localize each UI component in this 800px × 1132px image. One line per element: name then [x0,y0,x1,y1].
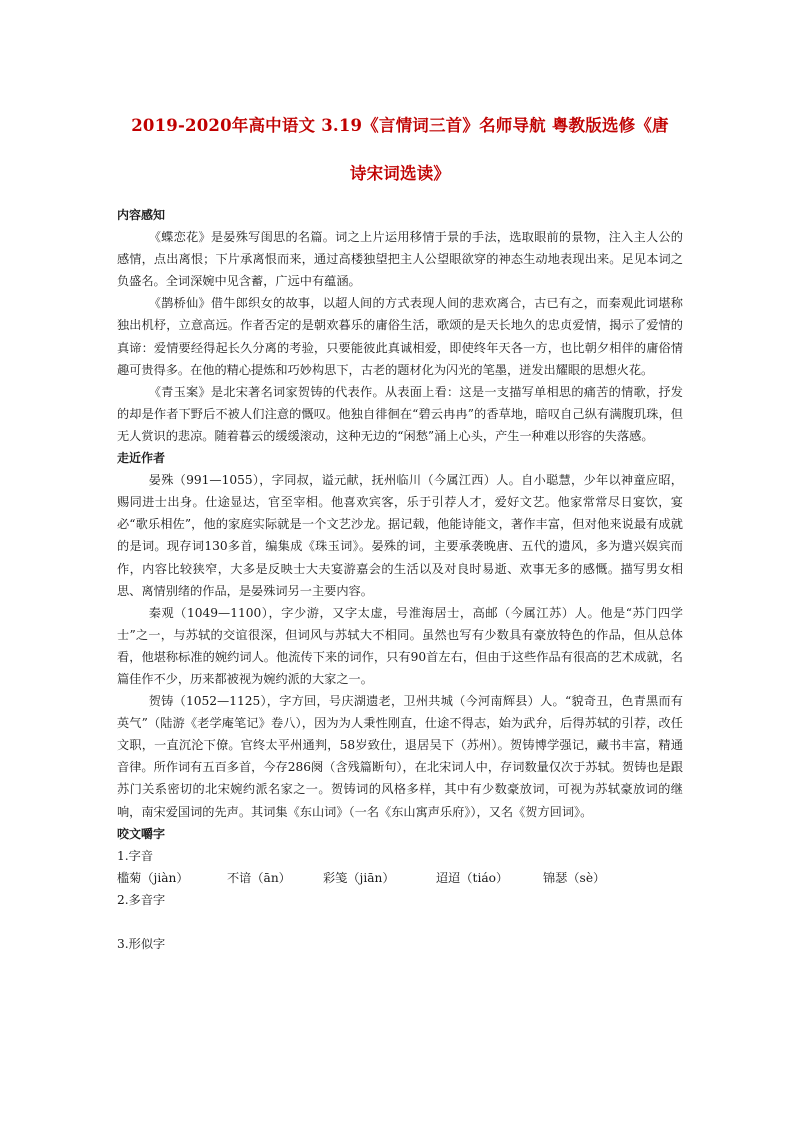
document-body [117,204,683,955]
list-item-polyphone: 2.多音字 [117,892,166,907]
pronunciation-row [117,867,683,889]
pronunciation-entry: 锦瑟（sè） [543,870,606,885]
paragraph: 《蝶恋花》是晏殊写闺思的名篇。词之上片运用移情于景的手法，选取眼前的景物，注入主人公的感情，点出离恨；下片承离恨而来，通过高楼独望把主人公望眼欲穿的神态生动地表现出来。足见本词之负盛名。全词深婉中见含蓄，广远中有蕴涵。 [117,230,683,289]
pronunciation-entry: 迢迢（tiáo） [436,870,509,885]
paragraph: 《鹊桥仙》借牛郎织女的故事，以超人间的方式表现人间的悲欢离合，古已有之，而秦观此词堪称独出机杼，立意高远。作者否定的是朝欢暮乐的庸俗生活，歌颂的是天长地久的忠贞爱情，揭示了爱情的真谛：爱情要经得起长久分离的考验，只要能彼此真诚相爱，即使终年天各一方，也比朝夕相伴的庸俗情趣可贵得多。在他的精心提炼和巧妙构思下，古老的题材化为闪光的笔墨，迸发出耀眼的思想火花。 [117,296,683,377]
pronunciation-entry: 彩笺（jiān） [323,870,395,885]
list-item-pronunciation: 1.字音 [117,848,154,863]
paragraph: 晏殊（991—1055），字同叔，谥元献，抚州临川（今属江西）人。自小聪慧，少年以神童应昭，赐同进士出身。仕途显达，官至宰相。他喜欢宾客，乐于引荐人才，爱好文艺。他家常常尽日宴饮，宴必“歌乐相佐”，他的家庭实际就是一个文艺沙龙。据记载，他能诗能文，著作丰富，但对他来说最有成就的是词。现存词130多首，编集成《珠玉词》。晏殊的词，主要承袭晚唐、五代的遗风，多为遣兴娱宾而作，内容比较狭窄，大多是反映士大夫宴游嘉会的生活以及对良时易逝、欢事无多的感慨。描写男女相思、离情别绪的作品，是晏殊词另一主要内容。 [117,473,683,598]
paragraph: 《青玉案》是北宋著名词家贺铸的代表作。从表面上看：这是一支描写单相思的痛苦的情歌，抒发的却是作者下野后不被人们注意的慨叹。他独自徘徊在“碧云冉冉”的香草地，暗叹自己纵有满腹玑珠，但无人赏识的悲凉。随着暮云的缓缓滚动，这种无边的“闲愁”涌上心头，产生一种难以形容的失落感。 [117,384,683,443]
pronunciation-entry: 槛菊（jiàn） [117,870,189,885]
page-title: 2019-2020年高中语文 3.19《言情词三首》名师导航 粤教版选修《唐诗宋词选读》 [131,116,669,183]
section-heading-words: 咬文嚼字 [117,826,166,841]
blank-space [117,911,683,933]
paragraph: 秦观（1049—1100），字少游，又字太虚，号淮海居士，高邮（今属江苏）人。他是“苏门四学士”之一，与苏轼的交谊很深，但词风与苏轼大不相同。虽然也写有少数具有豪放特色的作品，但从总体看，他堪称标准的婉约词人。他流传下来的词作，只有90首左右，但由于这些作品有很高的艺术成就，名篇佳作不少，历来都被视为婉约派的大家之一。 [117,605,683,686]
section-heading-author: 走近作者 [117,451,166,466]
paragraph: 贺铸（1052—1125），字方回，号庆湖遗老，卫州共城（今河南辉县）人。“貌奇丑，色青黑而有英气”（陆游《老学庵笔记》卷八），因为为人秉性刚直，仕途不得志，始为武弁，后得苏轼的引荐，改任文职，一直沉沦下僚。官终太平州通判，58岁致仕，退居吴下（苏州）。贺铸博学强记，藏书丰富，精通音律。所作词有五百多首，今存286阕（含残篇断句），在北宋词人中，存词数量仅次于苏轼。贺铸也是跟苏门关系密切的北宋婉约派名家之一。贺铸词的风格多样，其中有少数豪放词，可视为苏轼豪放词的继响，南宋爱国词的先声。其词集《东山词》（一名《东山寓声乐府》），又名《贺方回词》。 [117,694,683,819]
pronunciation-entry: 不谙（ān） [227,870,291,885]
list-item-similar-characters: 3.形似字 [117,937,166,951]
section-heading-content: 内容感知 [117,208,166,222]
